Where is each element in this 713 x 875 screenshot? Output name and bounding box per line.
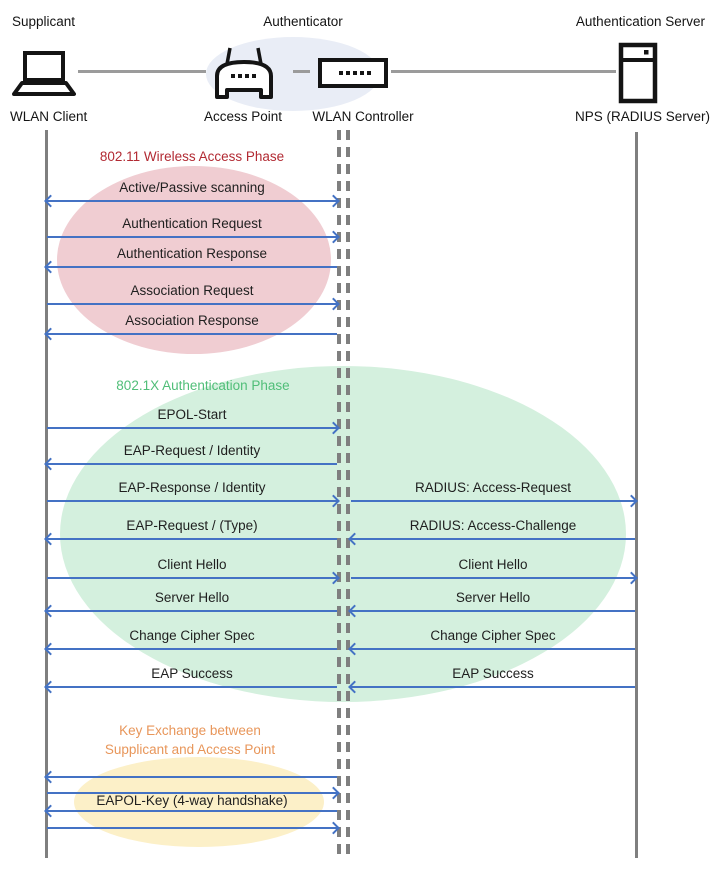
message-label: Active/Passive scanning bbox=[119, 180, 265, 195]
authenticator-lifeline-right bbox=[346, 130, 350, 860]
message-label: Change Cipher Spec bbox=[430, 628, 556, 643]
controller-icon bbox=[318, 58, 388, 93]
message-label: Client Hello bbox=[458, 557, 528, 572]
message-arrow bbox=[47, 827, 337, 829]
message-arrow bbox=[47, 266, 337, 268]
client-to-ap-connector bbox=[78, 70, 206, 73]
wireless-router-icon bbox=[211, 44, 277, 107]
message-label: Authentication Response bbox=[116, 246, 268, 261]
message-arrow bbox=[351, 648, 635, 650]
message-arrow bbox=[47, 303, 337, 305]
ap-to-controller-connector bbox=[293, 70, 310, 73]
message-arrow bbox=[351, 610, 635, 612]
message-arrow bbox=[351, 577, 635, 579]
message-label: Client Hello bbox=[157, 557, 227, 572]
radius-server-lifeline bbox=[635, 132, 638, 858]
message-arrow bbox=[47, 648, 337, 650]
message-label: Change Cipher Spec bbox=[129, 628, 255, 643]
message-label: EAPOL-Key (4-way handshake) bbox=[96, 793, 288, 808]
message-arrow bbox=[47, 577, 337, 579]
message-label: Association Request bbox=[130, 283, 254, 298]
authenticator-lifeline-left bbox=[337, 130, 341, 860]
message-label: RADIUS: Access-Request bbox=[414, 480, 572, 495]
message-label: Authentication Request bbox=[122, 216, 262, 231]
message-arrow bbox=[47, 236, 337, 238]
message-arrow bbox=[47, 810, 337, 812]
message-label: EAP-Request / Identity bbox=[123, 443, 261, 458]
role-supplicant-label: Supplicant bbox=[12, 14, 76, 29]
message-arrow bbox=[47, 610, 337, 612]
access-point-label: Access Point bbox=[203, 109, 283, 124]
message-label: RADIUS: Access-Challenge bbox=[409, 518, 577, 533]
message-label: Server Hello bbox=[455, 590, 531, 605]
message-arrow bbox=[47, 200, 337, 202]
message-label: EAP-Request / (Type) bbox=[126, 518, 258, 533]
message-arrow bbox=[351, 538, 635, 540]
phase3-title-line1: Key Exchange between bbox=[119, 723, 261, 738]
phase2-title: 802.1X Authentication Phase bbox=[116, 378, 290, 393]
message-arrow bbox=[351, 686, 635, 688]
message-arrow bbox=[47, 333, 337, 335]
controller-to-server-connector bbox=[391, 70, 616, 73]
message-label: EAP-Response / Identity bbox=[118, 480, 266, 495]
message-arrow bbox=[47, 463, 337, 465]
message-arrow bbox=[47, 500, 337, 502]
wlan-client-label: WLAN Client bbox=[10, 109, 88, 124]
role-authentication-server-label: Authentication Server bbox=[575, 14, 705, 29]
message-label: Server Hello bbox=[154, 590, 230, 605]
message-arrow bbox=[47, 686, 337, 688]
message-arrow bbox=[351, 500, 635, 502]
message-label: EAP Success bbox=[151, 666, 233, 681]
message-label: EPOL-Start bbox=[157, 407, 227, 422]
message-arrow bbox=[47, 427, 337, 429]
role-authenticator-label: Authenticator bbox=[263, 14, 343, 29]
server-icon bbox=[618, 42, 658, 109]
nps-radius-server-label: NPS (RADIUS Server) bbox=[574, 109, 710, 124]
wlan-controller-label: WLAN Controller bbox=[312, 109, 414, 124]
laptop-icon bbox=[12, 50, 76, 107]
message-arrow bbox=[47, 538, 337, 540]
phase1-title: 802.11 Wireless Access Phase bbox=[99, 149, 285, 164]
message-label: Association Response bbox=[125, 313, 259, 328]
message-arrow bbox=[47, 776, 337, 778]
phase3-title-line2: Supplicant and Access Point bbox=[104, 742, 276, 757]
phase3-title bbox=[45, 721, 335, 759]
message-label: EAP Success bbox=[452, 666, 534, 681]
